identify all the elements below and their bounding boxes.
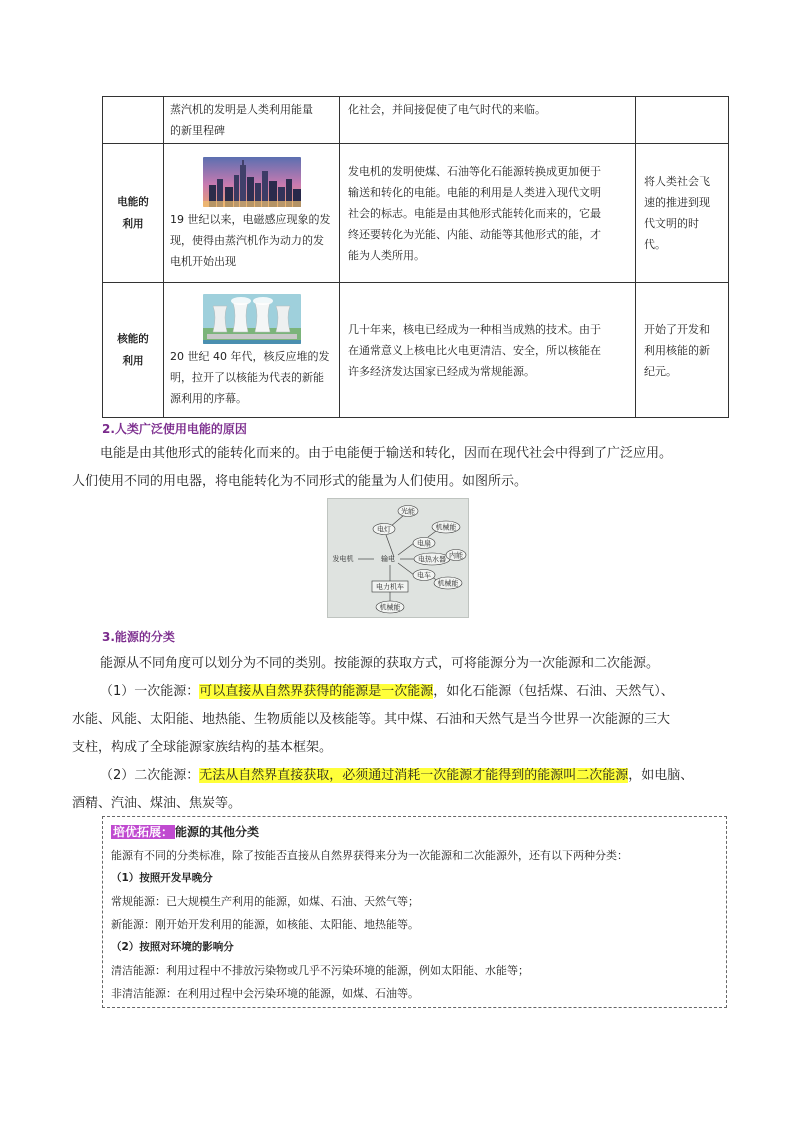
desc-line: 蒸汽机的发明是人类利用能量 [170, 103, 313, 116]
row-name-cell [103, 283, 164, 418]
paragraph-text: 能源从不同角度可以划分为不同的类别。按能源的获取方式，可将能源分为一次能源和二次能源。 [100, 656, 660, 671]
row-impact-cell [636, 97, 729, 144]
extension-item: 常规能源：已大规模生产利用的能源，如煤、石油、天然气等； [111, 895, 419, 908]
detail-line: 在通常意义上核电比火电更清洁、安全，所以核能在 [348, 343, 601, 357]
mechanical-label: 机械能 [435, 523, 457, 532]
extension-item: 清洁能源：利用过程中不排放污染物或几乎不污染环境的能源，例如太阳能、水能等； [111, 964, 529, 977]
detail-line: 终还要转化为光能、内能、动能等其他形式的能，才 [348, 227, 601, 241]
detail-line: 社会的标志。电能是由其他形式能转化而来的，它最 [348, 206, 601, 220]
row-name-cell [103, 97, 164, 144]
row-impact-cell [636, 283, 729, 418]
impact-line: 利用核能的新 [644, 343, 710, 357]
paragraph-text: ，如化石能源（包括煤、石油、天然气）、 [433, 684, 674, 699]
electric-car-label: 电车 [417, 571, 431, 580]
table-row [103, 97, 729, 144]
light-label: 光能 [401, 507, 415, 516]
name-line: 利用 [122, 218, 144, 230]
generator-label: 发电机 [332, 555, 354, 563]
extension-subheading: （1）按照开发早晚分 [111, 872, 213, 884]
heater-label: 电热水器 [418, 555, 446, 564]
detail-line: 几十年来，核电已经成为一种相当成熟的技术。由于 [348, 322, 601, 336]
detail-line: 化社会，并间接促使了电气时代的来临。 [348, 103, 546, 116]
name-line: 核能的 [117, 333, 149, 345]
table-row [103, 144, 729, 283]
row-name-cell [103, 144, 164, 283]
desc-line: 源利用的序幕。 [170, 391, 247, 405]
mechanical-label: 机械能 [379, 603, 401, 612]
desc-line: 19 世纪以来，电磁感应现象的发 [170, 212, 331, 226]
impact-line: 纪元。 [644, 364, 677, 378]
row-description-cell [164, 283, 340, 418]
paragraph-text: 电能是由其他形式的能转化而来的。由于电能便于输送和转化，因而在现代社会中得到了广泛应用。 [100, 446, 673, 461]
name-line: 电能的 [117, 196, 149, 208]
impact-line: 将人类社会飞 [644, 175, 710, 188]
impact-line: 速的推进到现 [644, 196, 710, 209]
detail-line: 输送和转化的电能。电能的利用是人类进入现代文明 [348, 185, 601, 199]
extension-intro: 能源有不同的分类标准，除了按能否直接从自然界获得来分为一次能源和二次能源外，还有以下两种分类： [111, 849, 628, 862]
detail-line: 发电机的发明使煤、石油等化石能源转换成更加便于 [348, 164, 601, 178]
extension-tag: 培优拓展： [113, 825, 174, 839]
energy-history-table [102, 96, 729, 418]
extension-box [102, 816, 727, 1008]
paragraph-text: 酒精、汽油、煤油、焦炭等。 [72, 796, 242, 811]
internal-energy-label: 内能 [449, 551, 463, 560]
paragraph-text: ，如电脑、 [628, 768, 694, 783]
primary-prefix: （1）一次能源： [100, 684, 200, 699]
paragraph [72, 650, 732, 818]
nuclear-plant-photo [203, 294, 301, 344]
desc-line: 20 世纪 40 年代，核反应堆的发 [170, 349, 330, 363]
mechanical-label: 机械能 [437, 579, 459, 588]
row-description-cell [164, 97, 340, 144]
paragraph-text: 人们使用不同的用电器，将电能转化为不同形式的能量为人们使用。如图所示。 [72, 474, 528, 489]
impact-line: 代文明的时代。 [644, 217, 699, 251]
lamp-label: 电灯 [377, 525, 391, 534]
fan-label: 电扇 [417, 539, 431, 548]
extension-title: 能源的其他分类 [175, 825, 260, 839]
secondary-definition-highlight: 无法从自然界直接获取，必须通过消耗一次能源才能得到的能源叫二次能源 [199, 768, 629, 783]
detail-line: 能为人类所用。 [348, 248, 425, 262]
row-detail-cell [340, 283, 636, 418]
extension-subheading: （2）按照对环境的影响分 [111, 941, 234, 953]
impact-line: 开始了开发和 [644, 322, 710, 336]
row-impact-cell [636, 144, 729, 283]
desc-line: 电机开始出现 [170, 254, 236, 268]
row-detail-cell [340, 97, 636, 144]
name-line: 利用 [122, 355, 144, 367]
transmission-label: 输电 [381, 555, 395, 563]
secondary-prefix: （2）二次能源： [100, 768, 200, 783]
row-description-cell [164, 144, 340, 283]
locomotive-label: 电力机车 [376, 583, 404, 591]
desc-line: 明，拉开了以核能为代表的新能 [170, 370, 324, 384]
detail-line: 许多经济发达国家已经成为常规能源。 [348, 364, 535, 378]
city-skyline-photo [203, 157, 301, 207]
primary-definition-highlight: 可以直接从自然界获得的能源是一次能源 [199, 684, 434, 699]
paragraph-text: 支柱，构成了全球能源家族结构的基本框架。 [72, 740, 333, 755]
desc-line: 现，使得由蒸汽机作为动力的发 [170, 233, 324, 247]
row-detail-cell [340, 144, 636, 283]
paragraph-text: 水能、风能、太阳能、地热能、生物质能以及核能等。其中煤、石油和天然气是当今世界一次能源的三大 [72, 712, 671, 727]
desc-line: 的新里程碑 [170, 124, 225, 137]
section-heading: 2.人类广泛使用电能的原因 [102, 422, 247, 436]
section-heading: 3.能源的分类 [102, 630, 175, 644]
extension-item: 非清洁能源：在利用过程中会污染环境的能源，如煤、石油等。 [111, 987, 419, 1000]
extension-item: 新能源：刚开始开发利用的能源，如核能、太阳能、地热能等。 [111, 918, 419, 931]
paragraph [72, 440, 732, 496]
table-row [103, 283, 729, 418]
electricity-conversion-diagram [327, 498, 469, 618]
